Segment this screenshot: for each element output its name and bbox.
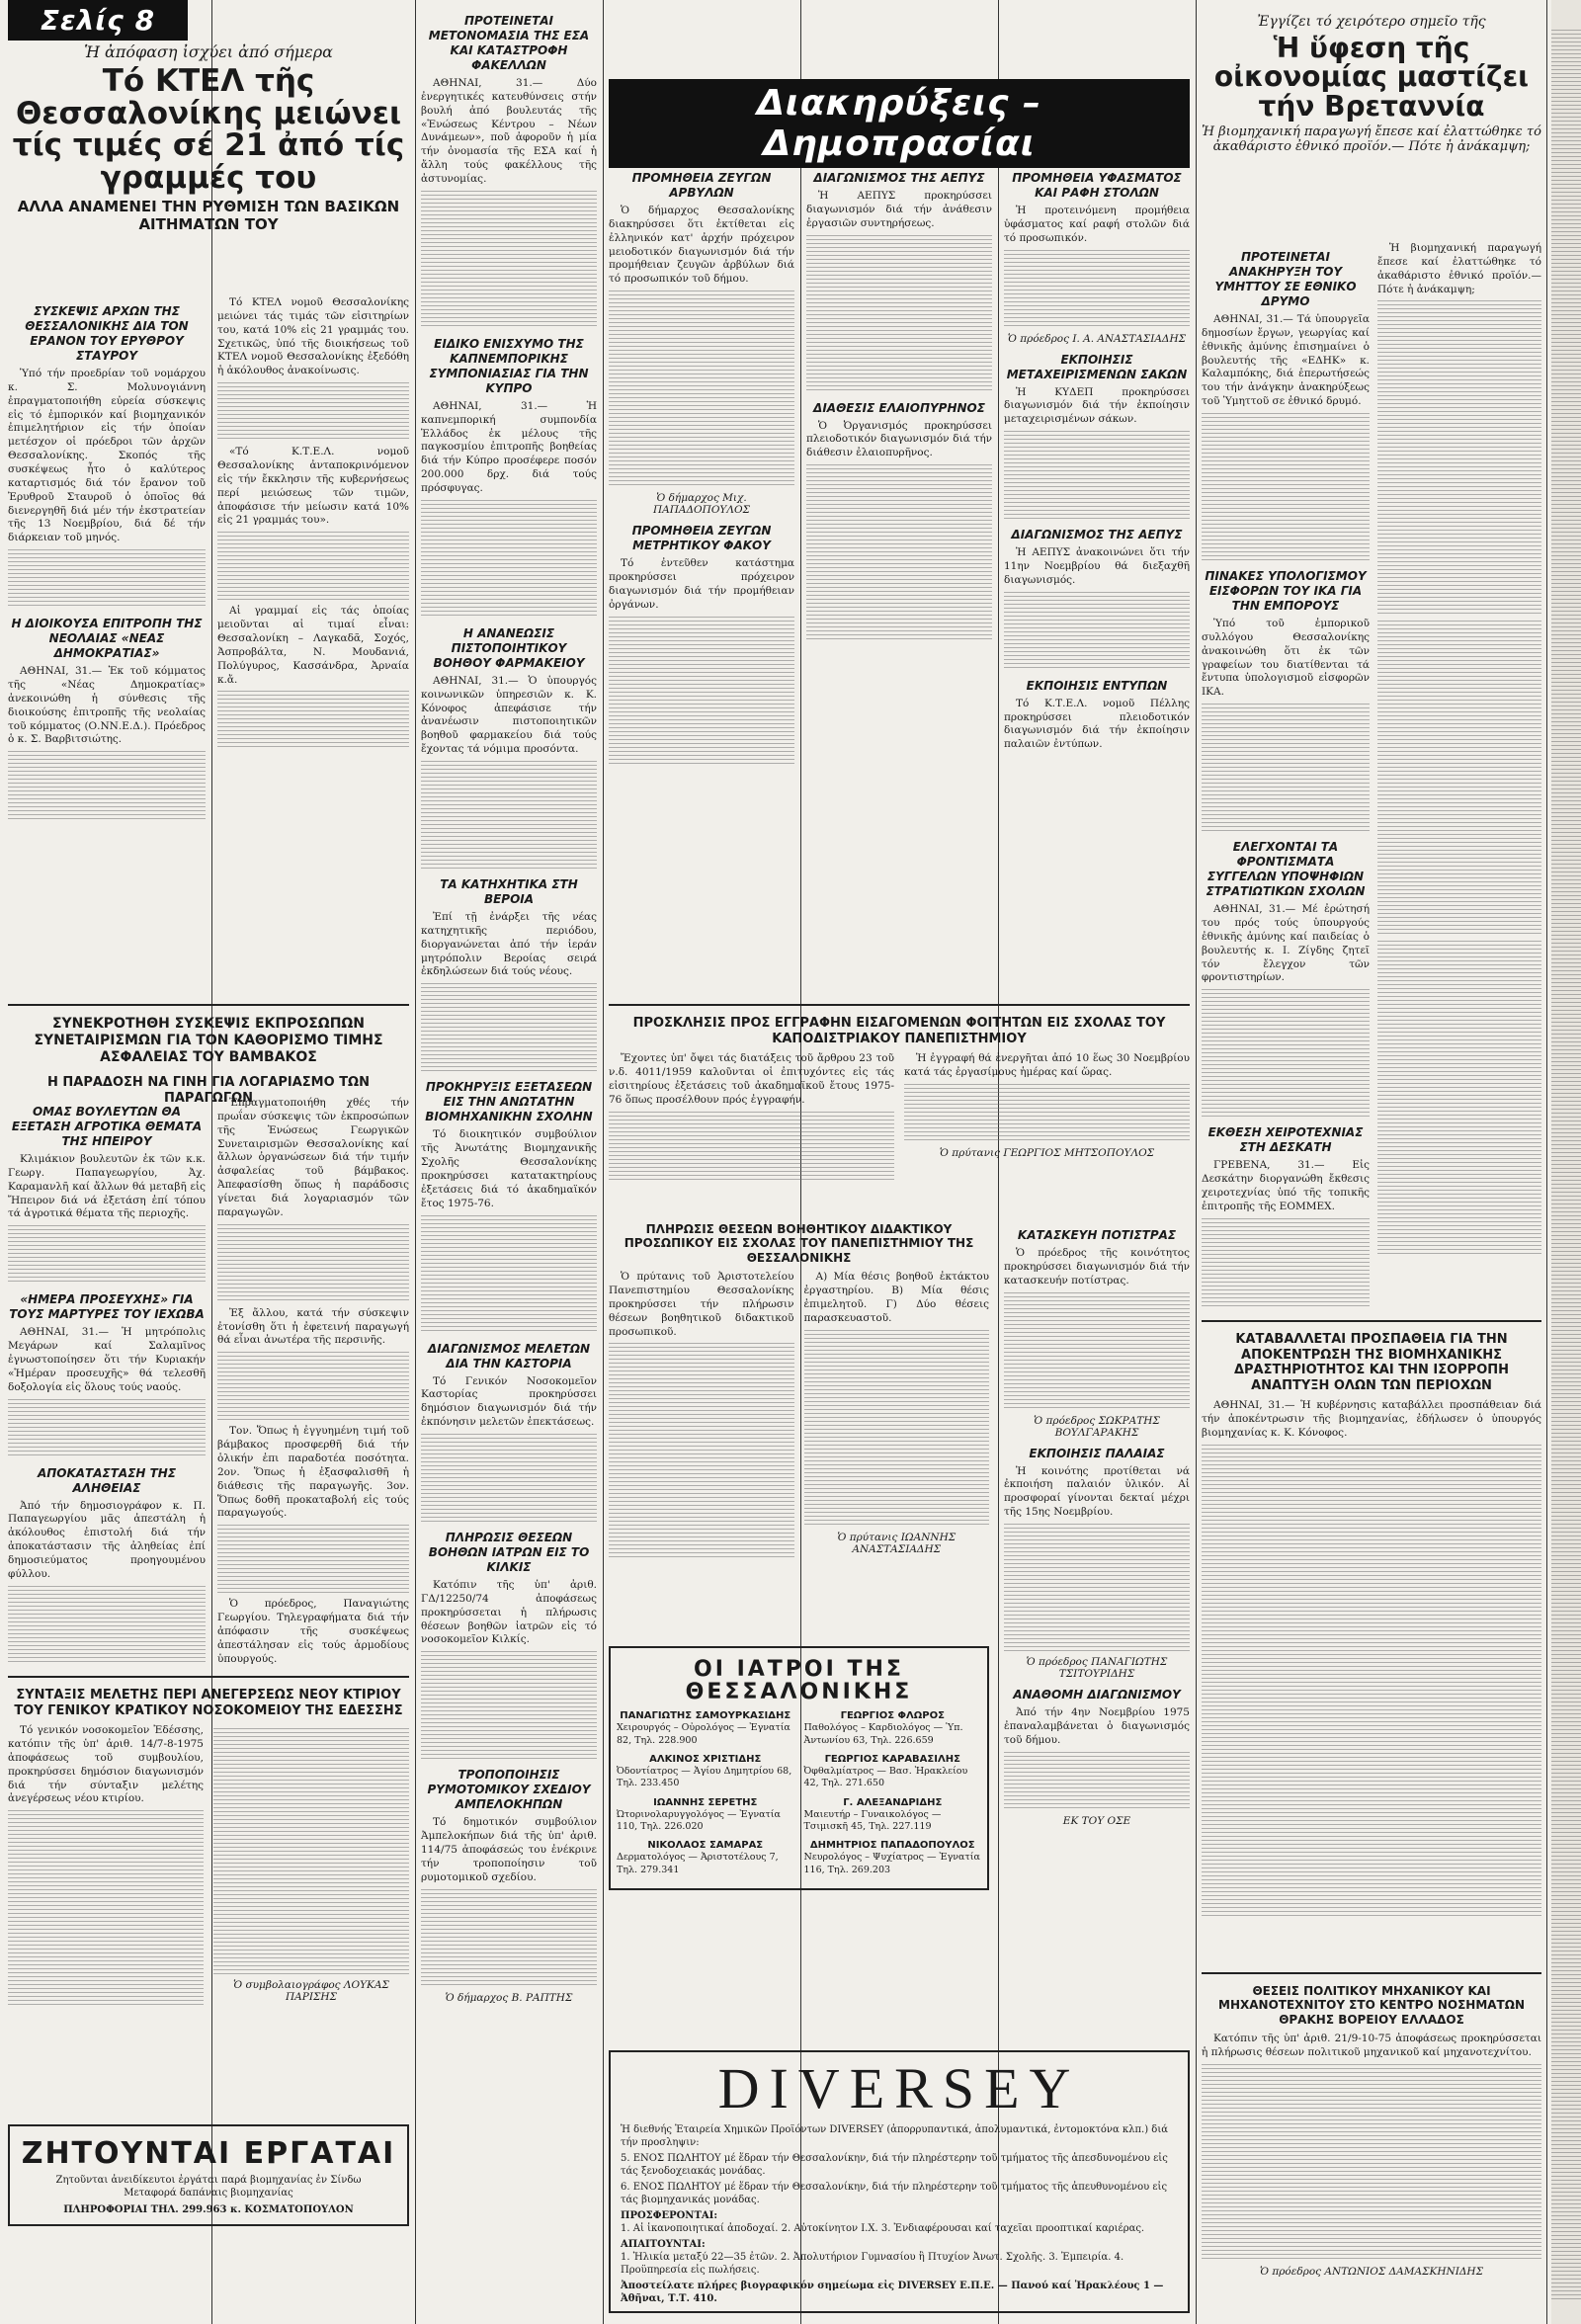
story-headline: Τό ΚΤΕΛ τῆς Θεσσαλονίκης μειώνει τίς τιμές σέ 21 ἀπό τίς γραμμές του [12, 63, 405, 196]
article-text: Κλιμάκιον βουλευτῶν ἐκ τῶν κ.κ. Γεωργ. Παπαγεωργίου, Ἀχ. Καραμανλῆ καί ἄλλων θά μεταβῆ εἰς Ἤπειρον διά νά ἐξετάση ἐπί τόπου τά ἀγροτικά θέματα τῆς περιοχῆς. [8, 1153, 206, 1220]
directory-headline: ΟΙ ΙΑΤΡΟΙ ΤΗΣ ΘΕΣΣΑΛΟΝΙΚΗΣ [685, 1657, 913, 1705]
doctors-directory [609, 1640, 989, 2055]
doctor-entry: ΓΕΩΡΓΙΟΣ ΚΑΡΑΒΑΣΙΛΗΣ Ὀφθαλμίατρος — Βασ. Ἡρακλείου 42, Τηλ. 271.650 [803, 1753, 968, 1789]
column-3 [421, 0, 597, 2317]
signature: Ὁ δήμαρχος Β. ΡΑΠΤΗΣ [445, 1991, 573, 2004]
notice-text: Ὁ πρύτανις τοῦ Ἀριστοτελείου Πανεπιστημίου Θεσσαλονίκης προκηρύσσει τήν πλήρωσιν θέσεων βοηθητικοῦ διδακτικοῦ προσωπικοῦ. [609, 1271, 794, 1338]
notice-headline: ΠΡΟΣΚΛΗΣΙΣ ΠΡΟΣ ΕΓΓΡΑΦΗΝ ΕΙΣΑΓΟΜΕΝΩΝ ΦΟΙΤΗΤΩΝ ΕΙΣ ΣΧΟΛΑΣ ΤΟΥ ΚΑΠΟΔΙΣΤΡΙΑΚΟΥ ΠΑΝΕΠΙΣΤΗΜΙΟΥ [632, 1016, 1166, 1046]
text-lines [804, 1330, 990, 1528]
article-headline: ΣΥΝΕΚΡΟΤΗΘΗ ΣΥΣΚΕΨΙΣ ΕΚΠΡΟΣΩΠΩΝ ΣΥΝΕΤΑΙΡΙΣΜΩΝ ΓΙΑ ΤΟΝ ΚΑΘΟΡΙΣΜΟ ΤΙΜΗΣ ΑΣΦΑΛΕΙΑΣ ΤΟΥ ΒΑΜΒΑΚΟΣ [34, 1016, 383, 1065]
column-rule [1546, 0, 1547, 2324]
article-headline: ΚΑΤΑΒΑΛΛΕΤΑΙ ΠΡΟΣΠΑΘΕΙΑ ΓΙΑ ΤΗΝ ΑΠΟΚΕΝΤΡΩΣΗ ΤΗΣ ΒΙΟΜΗΧΑΝΙΚΗΣ ΔΡΑΣΤΗΡΙΟΤΗΤΟΣ ΚΑΙ ΤΗΝ ΙΣΟΡΡΟΠΗ ΑΝΑΠΤΥΞΗ ΟΛΩΝ ΤΩΝ ΠΕΡΙΟΧΩΝ [1233, 1332, 1510, 1393]
article-text: ΑΘΗΝΑΙ, 31.— Ὁ ὑπουργός κοινωνικῶν ὑπηρεσιῶν κ. Κ. Κόνοφος ἀπεφάσισε τήν ἀνανέωσιν πιστοποιητικῶν βοηθοῦ φαρμακείου διά τούς ἔχοντας τά νόμιμα προσόντα. [421, 674, 597, 756]
notice-title: ΑΝΑΘΟΜΗ ΔΙΑΓΩΝΙΣΜΟΥ [1013, 1688, 1181, 1702]
article-title: ΕΚΘΕΣΗ ΧΕΙΡΟΤΕΧΝΙΑΣ ΣΤΗ ΔΕΣΚΑΤΗ [1207, 1125, 1364, 1155]
column-rule [1196, 0, 1197, 2324]
story-headline: Ἡ ὕφεση τῆς οἰκονομίας μαστίζει τήν Βρεταννία [1213, 32, 1530, 123]
article-text: ΑΘΗΝΑΙ, 31.— Δύο ἐνεργητικές κατευθύνσεις στήν βουλή ἀπό βουλευτάς τῆς «Ἑνώσεως Κέντρου – Νέων Δυνάμεων», ποῦ ἀφοροῦν ἡ μία τήν ὀνομασία τῆς ΕΣΑ καί ἡ ἄλλη τούς φακέλλους τῆς ἀστυνομίας. [421, 77, 597, 186]
text-lines [1377, 621, 1541, 937]
text-lines [609, 290, 794, 488]
article-title: ΠΙΝΑΚΕΣ ΥΠΟΛΟΓΙΣΜΟΥ ΕΙΣΦΟΡΩΝ ΤΟΥ ΙΚΑ ΓΙΑ ΤΗΝ ΕΜΠΟΡΟΥΣ [1205, 569, 1367, 614]
tender-text: Ἡ προτεινόμενη προμήθεια ὑφάσματος καί ραφή στολῶν διά τό προσωπικόν. [1004, 205, 1190, 244]
doctor-entry: ΝΙΚΟΛΑΟΣ ΣΑΜΑΡΑΣ Δερματολόγος — Ἀριστοτέλους 7, Τηλ. 279.341 [617, 1840, 779, 1875]
tenders-col-a [609, 163, 794, 954]
engineer-posts [1202, 1966, 1541, 2317]
article-text: Ἐξ ἄλλου, κατά τήν σύσκεψιν ἐτονίσθη ὅτι ἡ ἐφετεινή παραγωγή θά εἶναι ἀνωτέρα τῆς περσινῆς. [217, 1306, 409, 1347]
article-text: Κατόπιν τῆς ὑπ' ἀριθ. ΓΔ/12250/74 ἀποφάσεως προκηρύσσεται ἡ πλήρωσις θέσεων βοηθῶν ἰατρῶν εἰς τό νοσοκομεῖον Κιλκίς. [421, 1578, 597, 1646]
text-lines [8, 1399, 206, 1458]
ad-offers: 1. Αἱ ἱκανοποιητικαί ἀποδοχαί. 2. Αὐτοκίνητον Ι.Χ. 3. Ἐνδιαφέρουσαι καί ταχεῖαι προοπτικαί καριέρας. [621, 2223, 1145, 2234]
story-kicker: Ἐγγίζει τό χειρότερο σημεῖο τῆς [1257, 14, 1486, 30]
article-headline: ΘΕΣΕΙΣ ΠΟΛΙΤΙΚΟΥ ΜΗΧΑΝΙΚΟΥ ΚΑΙ ΜΗΧΑΝΟΤΕΧΝΙΤΟΥ ΣΤΟ ΚΕΝΤΡΟ ΝΟΣΗΜΑΤΩΝ ΘΡΑΚΗΣ ΒΟΡΕΙΟΥ ΕΛΛΑΔΟΣ [1218, 1984, 1525, 2027]
divider [609, 1004, 1190, 1006]
notice-text: Ἀπό τήν 4ην Νοεμβρίου 1975 ἐπαναλαμβάνεται ὁ διαγωνισμός τοῦ δήμου. [1004, 1706, 1190, 1746]
tender-title: ΕΚΠΟΙΗΣΙΣ ΕΝΤΥΠΩΝ [1026, 678, 1168, 693]
article-title: «ΗΜΕΡΑ ΠΡΟΣΕΥΧΗΣ» ΓΙΑ ΤΟΥΣ ΜΑΡΤΥΡΕΣ ΤΟΥ ΙΕΧΩΒΑ [9, 1292, 205, 1322]
students-notice [609, 998, 1190, 1215]
article-text: Ἀπό τήν δημοσιογράφον κ. Π. Παπαγεωργίου μᾶς ἀπεστάλη ἡ ἀκόλουθος ἐπιστολή διά τήν ἀποκατάστασιν τῆς ἀληθείας ἐπί δημοσιεύματος προηγουμένου φύλλου. [8, 1499, 206, 1580]
article-title: ΔΙΑΓΩΝΙΣΜΟΣ ΜΕΛΕΤΩΝ ΔΙΑ ΤΗΝ ΚΑΣΤΟΡΙΑ [427, 1341, 591, 1370]
text-lines [1202, 989, 1370, 1118]
text-lines [8, 751, 206, 820]
ad-position: 6. ΕΝΟΣ ΠΩΛΗΤΟΥ μέ ἕδραν τήν Θεσσαλονίκην, διά τήν πληρέστερην τοῦ τμήματος τῆς ἀπευθυνομένου εἰς τάς βιομηχανικάς μονάδας. [621, 2182, 1168, 2205]
tender-text: Τό ἐντεῦθεν κατάστημα προκηρύσσει πρόχειρον διαγωνισμόν διά τήν προμήθειαν ὀργάνων. [609, 557, 794, 611]
tender-title: ΔΙΑΓΩΝΙΣΜΟΣ ΤΗΣ ΑΕΠΥΣ [1011, 528, 1183, 542]
article-title: ΟΜΑΣ ΒΟΥΛΕΥΤΩΝ ΘΑ ΕΞΕΤΑΣΗ ΑΓΡΟΤΙΚΑ ΘΕΜΑΤΑ ΤΗΣ ΗΠΕΙΡΟΥ [11, 1105, 203, 1148]
article-title: ΤΑ ΚΑΤΗΧΗΤΙΚΑ ΣΤΗ ΒΕΡΟΙΑ [440, 877, 578, 907]
article-title: ΠΡΟΤΕΙΝΕΤΑΙ ΑΝΑΚΗΡΥΞΗ ΤΟΥ ΥΜΗΤΤΟΥ ΣΕ ΕΘΝΙΚΟ ΔΡΥΜΟ [1214, 250, 1357, 308]
column-right-a [1202, 242, 1370, 1309]
notice-title: ΚΑΤΑΣΚΕΥΗ ΠΟΤΙΣΤΡΑΣ [1017, 1228, 1177, 1242]
text-lines [217, 691, 409, 750]
text-lines [1202, 413, 1370, 561]
tender-title: ΠΡΟΜΗΘΕΙΑ ΖΕΥΓΩΝ ΑΡΒΥΛΩΝ [631, 171, 772, 200]
article-title: ΣΥΣΚΕΨΙΣ ΑΡΧΩΝ ΤΗΣ ΘΕΣΣΑΛΟΝΙΚΗΣ ΔΙΑ ΤΟΝ ΕΡΑΝΟΝ ΤΟΥ ΕΡΥΘΡΟΥ ΣΤΑΥΡΟΥ [25, 304, 189, 363]
notice-text: Ἡ ἐγγραφή θά ἐνεργῆται ἀπό 10 ἕως 30 Νοεμβρίου κατά τάς ἐργασίμους ἡμέρας καί ὥρας. [904, 1052, 1190, 1079]
ad-requirements-title: ΑΠΑΙΤΟΥΝΤΑΙ: [621, 2239, 706, 2250]
article-text: Τό Γενικόν Νοσοκομεῖον Καστορίας προκηρύσσει δημόσιον διαγωνισμόν διά τήν ἐκπόνησιν μελετῶν ἐπεκτάσεως. [421, 1374, 597, 1429]
doctor-entry: ΠΑΝΑΓΙΩΤΗΣ ΣΑΜΟΥΡΚΑΣΙΔΗΣ Χειρουργός – Οὐρολόγος — Ἐγνατία 82, Τηλ. 228.900 [617, 1710, 791, 1746]
text-lines [1377, 300, 1541, 617]
signature: Ὁ πρύτανις ΓΕΩΡΓΙΟΣ ΜΗΤΣΟΠΟΥΛΟΣ [939, 1146, 1155, 1159]
article-title: Η ΔΙΟΙΚΟΥΣΑ ΕΠΙΤΡΟΠΗ ΤΗΣ ΝΕΟΛΑΙΑΣ «ΝΕΑΣ ΔΗΜΟΚΡΑΤΙΑΣ» [11, 617, 203, 661]
ad-intro: Ἡ διεθνής Ἑταιρεία Χημικῶν Προϊόντων DIVERSEY (ἀπορρυπαντικά, ἀπολυμαντικά, ἐντομοκτόνα κλπ.) διά τήν προσληψιν: [621, 2124, 1169, 2148]
article-text: ΑΘΗΝΑΙ, 31.— Ἐκ τοῦ κόμματος τῆς «Νέας Δημοκρατίας» ἀνεκοινώθη ἡ σύνθεσις τῆς διοικούσης ἐπιτροπῆς τῆς νεολαίας τοῦ κόμματος (Ο.ΝΝ.Ε.Δ.). Πρόεδρος ὁ κ. Σ. Βαρβιτσιώτης. [8, 665, 206, 746]
text-lines [1202, 1445, 1541, 1919]
article-title: ΠΛΗΡΩΣΙΣ ΘΕΣΕΩΝ ΒΟΗΘΩΝ ΙΑΤΡΩΝ ΕΙΣ ΤΟ ΚΙΛΚΙΣ [428, 1530, 590, 1574]
text-lines [8, 1810, 204, 2008]
text-lines [421, 191, 597, 329]
text-lines [8, 1225, 206, 1285]
story-subhead: ΑΛΛΑ ΑΝΑΜΕΝΕΙ ΤΗΝ ΡΥΘΜΙΣΗ ΤΩΝ ΒΑΣΙΚΩΝ ΑΙΤΗΜΑΤΩΝ ΤΟΥ [17, 198, 400, 234]
signature: Ὁ πρύτανις ΙΩΑΝΝΗΣ ΑΝΑΣΤΑΣΙΑΔΗΣ [837, 1531, 957, 1555]
signature: Ὁ πρόεδρος Ι. Α. ΑΝΑΣΤΑΣΙΑΔΗΣ [1007, 332, 1187, 345]
text-lines [1551, 30, 1581, 2302]
doctor-entry: ΓΕΩΡΓΙΟΣ ΦΛΩΡΟΣ Παθολόγος – Καρδιολόγος — Ὑπ. Ἀντωνίου 63, Τηλ. 226.659 [803, 1710, 963, 1746]
column-right-b [1377, 242, 1541, 1309]
ad-requirements: 1. Ἡλικία μεταξύ 22—35 ἐτῶν. 2. Ἀπολυτήριον Γυμνασίου ἢ Πτυχίον Ἀνωτ. Σχολῆς. 3. Ἐμπειρία. 4. Προϋπηρεσία εἰς πωλήσεις. [621, 2252, 1124, 2276]
notice-text: Α) Μία θέσις βοηθοῦ ἐκτάκτου ἐργαστηρίου. Β) Μία θέσις ἐπιμελητοῦ. Γ) Δύο θέσεις παρασκευαστοῦ. [803, 1271, 989, 1324]
britain-story [1202, 0, 1541, 198]
tender-title: ΠΡΟΜΗΘΕΙΑ ΖΕΥΓΩΝ ΜΕΤΡΗΤΙΚΟΥ ΦΑΚΟΥ [631, 524, 772, 553]
article-text: Τό δημοτικόν συμβούλιον Ἀμπελοκήπων διά τῆς ὑπ' ἀριθ. 114/75 ἀποφάσεώς του ἐνέκρινε τήν τροποποίησιν τοῦ ρυμοτομικοῦ σχεδίου. [421, 1816, 597, 1883]
tender-text: Ὁ δήμαρχος Θεσσαλονίκης διακηρύσσει ὅτι ἐκτίθεται εἰς ἐλληνικόν κατ' ἀρχήν πρόχειρον μειοδοτικόν διαγωνισμόν διά τήν προμήθειαν ζευγῶν ἀρβύλων διά τό προσωπικόν τοῦ δήμου. [609, 205, 794, 286]
text-lines [1202, 2064, 1541, 2262]
text-lines [217, 1352, 409, 1421]
text-lines [421, 1889, 597, 1988]
ad-title: ΖΗΤΟΥΝΤΑΙ ΕΡΓΑΤΑΙ [21, 2136, 396, 2171]
ad-closing: Ἀποστείλατε πλήρες βιογραφικόν σημείωμα εἰς DIVERSEY Ε.Π.Ε. — Πανού καί Ἡρακλέους 1 — Ἀθῆναι, Τ.Τ. 410. [621, 2281, 1164, 2304]
doctor-entry: ΔΗΜΗΤΡΙΟΣ ΠΑΠΑΔΟΠΟΥΛΟΣ Νευρολόγος – Ψυχίατρος — Ἐγνατία 116, Τηλ. 269.203 [803, 1840, 980, 1875]
article-text: ΑΘΗΝΑΙ, 31.— Τά ὑπουργεῖα δημοσίων ἔργων, γεωργίας καί ἐθνικῆς ἀμύνης ἐπισημαίνει ὁ βουλευτής τῆς «ΕΔΗΚ» κ. Καλαμπόκης, διά ἐπερωτήσεώς του τήν ἀνάγκην ἀνακηρύξεως τοῦ Ὑμηττοῦ σε ἐθνικό δρυμό. [1202, 313, 1370, 408]
signature: Ὁ πρόεδρος ΣΩΚΡΑΤΗΣ ΒΟΥΛΓΑΡΑΚΗΣ [1034, 1414, 1160, 1439]
ad-position: 5. ΕΝΟΣ ΠΩΛΗΤΟΥ μέ ἕδραν τήν Θεσσαλονίκην, διά τήν πληρέστερην τοῦ τμήματος τῆς ἀπεσδυνομένου εἰς τάς ξενοδοχειακάς μονάδας. [621, 2153, 1168, 2177]
text-lines [217, 382, 409, 442]
text-lines [421, 1215, 597, 1334]
doctor-entry: Γ. ΑΛΕΞΑΝΔΡΙΔΗΣ Μαιευτήρ – Γυναικολόγος — Τσιμισκῆ 45, Τηλ. 227.119 [803, 1796, 943, 1832]
divider [8, 1004, 409, 1006]
tender-title: ΕΚΠΟΙΗΣΙΣ ΜΕΤΑΧΕΙΡΙΣΜΕΝΩΝ ΣΑΚΩΝ [1006, 352, 1188, 381]
article-text: Ἐπραγματοποιήθη χθές τήν πρωΐαν σύσκεψις τῶν ἐκπροσώπων τῆς Ἑνώσεως Γεωργικῶν Συνεταιρισμῶν Θεσσαλονίκης καί ἄλλων ὀργανώσεων διά τήν τιμήν ἀσφαλείας τοῦ βάμβακος. Ἀπεφασίσθη ὅπως ἡ παράδοσις γίνεται διά λογαριασμόν τῶν παραγωγῶν. [217, 1097, 409, 1218]
article-subhead: Η ΠΑΡΑΔΟΣΗ ΝΑ ΓΙΝΗ ΓΙΑ ΛΟΓΑΡΙΑΣΜΟ ΤΩΝ ΠΑΡΑΓΩΓΩΝ [47, 1075, 370, 1106]
article-title: ΕΛΕΓΧΟΝΤΑΙ ΤΑ ΦΡΟΝΤΙΣΜΑΤΑ ΣΥΓΓΕΛΩΝ ΥΠΟΨΗΦΙΩΝ ΣΤΡΑΤΙΩΤΙΚΩΝ ΣΧΟΛΩΝ [1206, 840, 1366, 899]
text-lines [609, 1343, 794, 1560]
article-text: ΑΘΗΝΑΙ, 31.— Μέ ἐρώτησή του πρός τούς ὑπουργούς ἐθνικῆς ἀμύνης καί παιδείας ὁ βουλευτής κ. Ι. Ζίγδης ζητεῖ τόν ἔλεγχον τῶν φροντιστηρίων. [1202, 903, 1370, 984]
ad-offers-title: ΠΡΟΣΦΕΡΟΝΤΑΙ: [621, 2210, 718, 2221]
text-lines [8, 549, 206, 609]
story-subhead: Ἡ βιομηχανική παραγωγή ἔπεσε καί ἐλαττώθηκε τό ἀκαθάριστο ἐθνικό προϊόν.— Πότε ἡ ἀνάκαμψη; [1202, 124, 1541, 155]
article-text: ΓΡΕΒΕΝΑ, 31.— Εἰς Δεσκάτην διοργανώθη ἔκθεσις χειροτεχνίας ὑπό τῆς τοπικῆς ἐπιτροπῆς τῆς ΕΟΜΜΕΧ. [1202, 1159, 1370, 1212]
doctor-entry: ΑΛΚΙΝΟΣ ΧΡΙΣΤΙΔΗΣ Ὀδοντίατρος — Ἀγίου Δημητρίου 68, Τηλ. 233.450 [617, 1753, 792, 1789]
article-title: ΕΙΔΙΚΟ ΕΝΙΣΧΥΜΟ ΤΗΣ ΚΑΠΝΕΜΠΟΡΙΚΗΣ ΣΥΜΠΟΝΙΑΣΙΑΣ ΓΙΑ ΤΗΝ ΚΥΠΡΟ [429, 336, 589, 395]
ad-brand: DIVERSEY [717, 2056, 1081, 2120]
text-lines [806, 464, 992, 642]
signature: Ὁ δήμαρχος Μιχ. ΠΑΠΑΔΟΠΟΥΛΟΣ [653, 492, 750, 517]
tender-text: Ὁ Ὀργανισμός προκηρύσσει πλειοδοτικόν διαγωνισμόν διά τήν διάθεσιν ἐλαιοπυρῆνος. [806, 419, 992, 459]
text-lines [217, 1525, 409, 1594]
article-text: Τό διοικητικόν συμβούλιον τῆς Ἀνωτάτης Βιομηχανικῆς Σχολῆς Θεσσαλονίκης προκηρύσσει κατατακτηρίους ἐξετάσεις διά τό ἀκαδημαϊκόν ἔτος 1975-76. [421, 1128, 597, 1209]
column-2 [217, 296, 409, 909]
tenders-col-c [1004, 163, 1190, 954]
text-lines [609, 617, 794, 765]
signature: Ὁ πρόεδρος ΠΑΝΑΓΙΩΤΗΣ ΤΣΙΤΟΥΡΙΔΗΣ [1026, 1656, 1168, 1681]
text-lines [213, 1728, 409, 1975]
diversey-ad [609, 2050, 1190, 2317]
article-title: Η ΑΝΑΝΕΩΣΙΣ ΠΙΣΤΟΠΟΙΗΤΙΚΟΥ ΒΟΗΘΟΥ ΦΑΡΜΑΚΕΙΟΥ [433, 625, 585, 670]
notice-text: Ἡ κοινότης προτίθεται νά ἐκποιήση παλαιόν ὑλικόν. Αἱ προσφοραί γίνονται δεκταί μέχρι τῆς 15ης Νοεμβρίου. [1004, 1464, 1190, 1519]
article-text: Τον. Ὅπως ἡ ἐγγυημένη τιμή τοῦ βάμβακος προσφερθῆ διά τήν ὁλικήν ἐπι παραδοτέα ποσότητα. 2ον. Ὅπως ἡ ἐξασφαλισθῆ ἡ διάθεσις τῆς παραγωγῆς. 3ον. Ὅπως δοθῆ προκαταβολή εἰς τούς παραγωγούς. [217, 1425, 409, 1520]
text-lines [8, 1586, 206, 1665]
article-title: ΤΡΟΠΟΠΟΙΗΣΙΣ ΡΥΜΟΤΟΜΙΚΟΥ ΣΧΕΔΙΟΥ ΑΜΠΕΛΟΚΗΠΩΝ [427, 1768, 591, 1812]
notice-text: Ὁ πρόεδρος τῆς κοινότητος προκηρύσσει διαγωνισμόν διά τήν κατασκευήν ποτίστρας. [1004, 1247, 1190, 1286]
doctor-entry: ΙΩΑΝΝΗΣ ΣΕΡΕΤΗΣ Ὠτορινολαρυγγολόγος — Ἐγνατία 110, Τηλ. 226.020 [617, 1796, 781, 1832]
decentralisation-article [1202, 1314, 1541, 1947]
text-lines [1004, 250, 1190, 329]
article-text: Ἡ βιομηχανική παραγωγή ἔπεσε καί ἐλαττώθηκε τό ἀκαθάριστο ἐθνικό προϊόν.— Πότε ἡ ἀνάκαμψη; [1377, 242, 1541, 295]
tenders-banner: Διακηρύξεις – Δημοπρασίαι [609, 79, 1190, 168]
small-notices [1004, 1220, 1190, 2031]
article-title: ΠΡΟΚΗΡΥΞΙΣ ΕΞΕΤΑΣΕΩΝ ΕΙΣ ΤΗΝ ΑΝΩΤΑΤΗΝ ΒΙΟΜΗΧΑΝΙΚΗΝ ΣΧΟΛΗΝ [425, 1080, 593, 1124]
article-text: Τό ΚΤΕΛ νομοῦ Θεσσαλονίκης μειώνει τάς τιμάς τῶν εἰσιτηρίων του, κατά 10% εἰς 21 γραμμάς του. Σχετικῶς, ὑπό τῆς διοικήσεως τοῦ ΚΤΕΛ νομοῦ Θεσσαλονίκης ἐξεδόθη ἡ ἀκόλουθος ἀνακοίνωσις. [217, 296, 409, 377]
text-lines [421, 500, 597, 619]
divider [1202, 1972, 1541, 1974]
tender-title: ΠΡΟΜΗΘΕΙΑ ΥΦΑΣΜΑΤΟΣ ΚΑΙ ΡΑΦΗ ΣΤΟΛΩΝ [1012, 171, 1182, 200]
text-lines [806, 235, 992, 393]
signature: Ὁ πρόεδρος ΑΝΤΩΝΙΟΣ ΔΑΜΑΣΚΗΝΙΔΗΣ [1259, 2265, 1484, 2278]
text-lines [1004, 592, 1190, 671]
text-lines [904, 1084, 1190, 1143]
article-text: «Τό Κ.Τ.Ε.Λ. νομοῦ Θεσσαλονίκης ἀνταποκρινόμενον εἰς τήν ἔκκλησιν τῆς κυβερνήσεως περί μειώσεως τῶν τιμῶν, ἀποφάσισε τήν μείωσιν κατά 10% εἰς 21 γραμμάς του». [217, 446, 409, 527]
article-headline: ΣΥΝΤΑΞΙΣ ΜΕΛΕΤΗΣ ΠΕΡΙ ΑΝΕΓΕΡΣΕΩΣ ΝΕΟΥ ΚΤΙΡΙΟΥ ΤΟΥ ΓΕΝΙΚΟΥ ΚΡΑΤΙΚΟΥ ΝΟΣΟΚΟΜΕΙΟΥ ΤΗΣ ΕΔΕΣΣΗΣ [14, 1688, 403, 1718]
column-rule [603, 0, 604, 2324]
divider [8, 1676, 409, 1678]
tenders-header [609, 0, 1190, 168]
article-text: Τό γενικόν νοσοκομεῖον Ἐδέσσης, κατόπιν τῆς ὑπ' ἀριθ. 14/7-8-1975 ἀποφάσεως τοῦ συμβουλίου, προκηρύσσει δημόσιον διαγωνισμόν διά τήν σύνταξιν μελέτης ἀνεγέρσεως νέου κτιρίου. [8, 1724, 204, 1805]
divider [1202, 1320, 1541, 1322]
text-lines [1004, 1292, 1190, 1411]
article-title: ΑΠΟΚΑΤΑΣΤΑΣΗ ΤΗΣ ΑΛΗΘΕΙΑΣ [37, 1465, 177, 1495]
story-kicker: Ἡ ἀπόφαση ἰσχύει ἀπό σήμερα [84, 42, 333, 61]
column-1-lower [8, 1097, 206, 1650]
text-lines [1004, 431, 1190, 520]
ad-text: Ζητοῦνται ἀνειδίκευτοι ἐργάται παρά βιομηχανίας ἐν Σίνδω [55, 2174, 362, 2186]
tenders-col-b [806, 163, 992, 954]
article-text: Αἱ γραμμαί εἰς τάς ὁποίας μειοῦνται αἱ τιμαί εἶναι: Θεσσαλονίκη – Λαγκαδᾶ, Σοχός, Ἀσπροβάλτα, Ν. Μουδανιά, Πολύγυρος, Κασσάνδρα, Ἀρναία κ.ἄ. [217, 605, 409, 686]
tender-text: Ἡ ΑΕΠΥΣ ἀνακοινώνει ὅτι τήν 11ην Νοεμβρίου θά διεξαχθῆ διαγωνισμός. [1004, 546, 1190, 586]
article-text: ΑΘΗΝΑΙ, 31.— Ἡ καπνεμπορική συμπονδία Ἑλλάδος ἐκ μέλους τῆς παγκοσμίου ἐπιτροπῆς βοηθείας διά τήν Κύπρο προσέφερε ποσόν 200.000 δρχ. διά τούς πρόσφυγας. [421, 399, 597, 495]
workers-ad [8, 2124, 409, 2312]
ad-text: Μεταφορά δαπάναις βιομηχανίας [124, 2187, 293, 2199]
article-text: Ἐπί τῇ ἐνάρξει τῆς νέας κατηχητικῆς περιόδου, διοργανώνεται ἀπό τήν ἱεράν μητρόπολιν Βεροίας σειρά ἐκδηλώσεων διά τούς νέους. [421, 911, 597, 978]
text-lines [217, 1224, 409, 1303]
text-lines [609, 1112, 894, 1181]
tender-text: Τό Κ.Τ.Ε.Λ. νομοῦ Πέλλης προκηρύσσει πλειοδοτικόν διαγωνισμόν διά τήν ἐκποίησιν παλαιῶν ἐντύπων. [1004, 697, 1190, 751]
column-2-lower [217, 1097, 409, 1665]
text-lines [1004, 1524, 1190, 1652]
article-text: Ὑπό τήν προεδρίαν τοῦ νομάρχου κ. Σ. Μολυνογιάννη ἐπραγματοποιήθη εὐρεία σύσκεψις εἰς τό ἐμπορικόν καί βιομηχανικόν ἐπιμελητήριον εἰς τήν ὁποίαν μετέσχον οἱ πρόεδροι τῶν ἀρχῶν Θεσσαλονίκης. Σκοπός τῆς συσκέψεως ἦτο ὁ καλύτερος καταρτισμός διά τόν ἔρανον τοῦ Ἐρυθροῦ Σταυροῦ ὁ ὁποῖος θά διενεργηθῆ διά μέν τήν ἐκστρατείαν τῆς 13 Νοεμβρίου, διά δέ τήν διάρκειαν τοῦ μηνός. [8, 368, 206, 544]
text-lines [421, 761, 597, 870]
page-label: Σελίς 8 [8, 0, 188, 41]
text-lines [1202, 1218, 1370, 1307]
tender-text: Ἡ ΚΥΔΕΠ προκηρύσσει διαγωνισμόν διά τήν ἐκποίησιν μεταχειρισμένων σάκων. [1004, 385, 1190, 426]
text-lines [217, 532, 409, 601]
cropped-edge [1551, 0, 1581, 2324]
assistants-notice [609, 1220, 989, 1635]
tender-title: ΔΙΑΘΕΣΙΣ ΕΛΑΙΟΠΥΡΗΝΟΣ [813, 400, 985, 415]
text-lines [1377, 941, 1541, 1257]
article-title: ΠΡΟΤΕΙΝΕΤΑΙ ΜΕΤΟΝΟΜΑΣΙΑ ΤΗΣ ΕΣΑ ΚΑΙ ΚΑΤΑΣΤΡΟΦΗ ΦΑΚΕΛΛΩΝ [428, 14, 590, 72]
tender-text: Ἡ ΑΕΠΥΣ προκηρύσσει διαγωνισμόν διά τήν ἀνάθεσιν ἐργασιῶν συντηρήσεως. [806, 190, 992, 229]
article-text: Ὑπό τοῦ ἐμπορικοῦ συλλόγου Θεσσαλονίκης ἀνακοινώθη ὅτι ἐκ τῶν γραφείων του διατίθενται τά ἔντυπα ὑπολογισμοῦ εἰσφορῶν ΙΚΑ. [1202, 618, 1370, 699]
tender-title: ΔΙΑΓΩΝΙΣΜΟΣ ΤΗΣ ΑΕΠΥΣ [813, 171, 985, 185]
column-rule [415, 0, 416, 2324]
article-text: Κατόπιν τῆς ὑπ' ἀριθ. 21/9-10-75 ἀποφάσεως προκηρύσσεται ἡ πλήρωσις θέσεων πολιτικοῦ μηχανικοῦ καί μηχανοτεχνίτου. [1202, 2033, 1541, 2059]
text-lines [421, 1651, 597, 1760]
signature: ΕΚ ΤΟΥ ΟΣΕ [1062, 1814, 1131, 1827]
text-lines [1004, 1752, 1190, 1811]
article-text: ΑΘΗΝΑΙ, 31.— Ἡ μητρόπολις Μεγάρων καί Σαλαμῖνος ἐγνωστοποίησεν ὅτι τήν Κυριακήν «Ἡμέραν προσευχῆς» θά τελεσθῆ δοξολογία εἰς ὅλους τούς ναούς. [8, 1326, 206, 1393]
article-text: ΑΘΗΝΑΙ, 31.— Ἡ κυβέρνησις καταβάλλει προσπάθειαν διά τήν ἀποκέντρωσιν τῆς βιομηχανίας, ἐδήλωσεν ὁ ὑπουργός βιομηχανίας κ. Κ. Κόνοφος. [1202, 1399, 1541, 1440]
ad-phone: ΠΛΗΡΟΦΟΡΙΑΙ ΤΗΛ. 299.963 κ. ΚΟΣΜΑΤΟΠΟΥΛΟΝ [63, 2203, 354, 2215]
notice-headline: ΠΛΗΡΩΣΙΣ ΘΕΣΕΩΝ ΒΟΗΘΗΤΙΚΟΥ ΔΙΔΑΚΤΙΚΟΥ ΠΡΟΣΩΠΙΚΟΥ ΕΙΣ ΣΧΟΛΑΣ ΤΟΥ ΠΑΝΕΠΙΣΤΗΜΙΟΥ ΤΗΣ ΘΕΣΣΑΛΟΝΙΚΗΣ [624, 1222, 974, 1265]
text-lines [1202, 704, 1370, 832]
hospital-article [8, 1670, 409, 2105]
signature: Ὁ συμβολαιογράφος ΛΟΥΚΑΣ ΠΑΡΙΣΗΣ [233, 1979, 389, 2004]
article-text: Ὁ πρόεδρος, Παναγιώτης Γεωργίου. Τηλεγραφήματα διά τήν ἀπόφασιν τῆς συσκέψεως ἀπεστάλησαν εἰς τούς ἁρμοδίους ὑπουργούς. [217, 1598, 409, 1665]
notice-text: Ἔχοντες ὑπ' ὄψει τάς διατάξεις τοῦ ἄρθρου 23 τοῦ ν.δ. 4011/1959 καλοῦνται οἱ ἐπιτυχόντες εἰς τάς εἰσιτηρίους ἐξετάσεις τοῦ ἀκαδημαϊκοῦ ἔτους 1975-76 ὅπως προσέλθουν πρός ἐγγραφήν. [609, 1052, 894, 1106]
text-lines [421, 983, 597, 1072]
text-lines [421, 1434, 597, 1523]
cotton-headline-block [8, 998, 409, 1106]
notice-title: ΕΚΠΟΙΗΣΙΣ ΠΑΛΑΙΑΣ [1029, 1446, 1165, 1460]
